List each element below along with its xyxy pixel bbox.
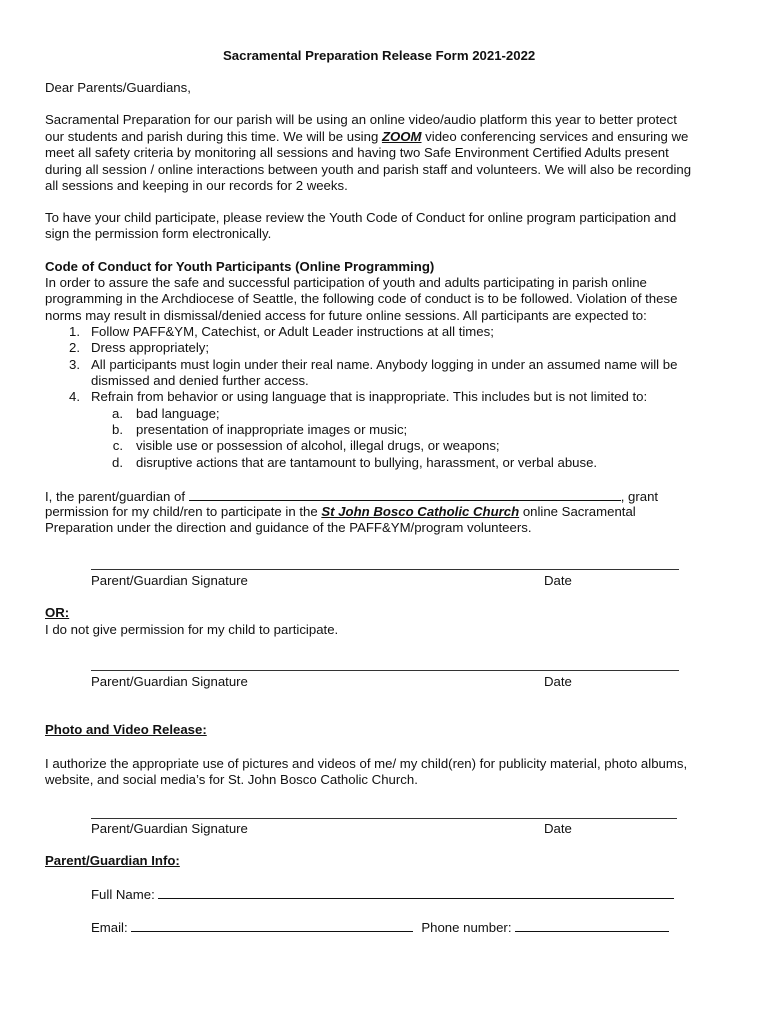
date-label: Date — [544, 573, 572, 588]
list-item: Dress appropriately; — [91, 340, 210, 355]
sublist-item: disruptive actions that are tantamount to bullying, harassment, or verbal abuse. — [136, 455, 598, 470]
contact-row: Email: Phone number: — [91, 919, 669, 936]
signature-label: Parent/Guardian Signature — [91, 674, 248, 689]
child-name-field[interactable] — [189, 488, 621, 501]
sublist-letter: d. — [112, 455, 123, 470]
full-name-field[interactable] — [158, 886, 674, 899]
code-line-2: programming in the Archdiocese of Seattle, the following code of conduct is to be followed. Violation of these — [45, 291, 678, 306]
list-item-number: 1. — [69, 324, 80, 339]
intro-line-3: meet all safety criteria by monitoring all sessions and having two Safe Environment Certified Adults present — [45, 145, 669, 160]
code-line-1: In order to assure the safe and successful participation of youth and adults participating in parish online — [45, 275, 647, 290]
photo-release-line-1: I authorize the appropriate use of pictures and videos of me/ my child(ren) for publicity material, photo albums, — [45, 756, 688, 771]
date-label: Date — [544, 821, 572, 836]
list-item: Follow PAFF&YM, Catechist, or Adult Leader instructions at all times; — [91, 324, 494, 339]
review-line-1: To have your child participate, please review the Youth Code of Conduct for online program participation and — [45, 210, 677, 225]
sublist-letter: b. — [112, 422, 123, 437]
list-item-number: 2. — [69, 340, 80, 355]
church-name: St John Bosco Catholic Church — [321, 504, 520, 519]
intro-line-5: all sessions and keeping in our records for 2 weeks. — [45, 178, 348, 193]
list-item-number: 3. — [69, 357, 80, 372]
sublist-letter: a. — [112, 406, 123, 421]
list-item: All participants must login under their real name. Anybody logging in under an assumed name will be — [91, 357, 678, 372]
photo-release-heading: Photo and Video Release: — [45, 722, 207, 737]
sublist-item: bad language; — [136, 406, 220, 421]
intro-line-2: our students and parish during this time. We will be using ZOOM video conferencing services and ensuring we — [45, 129, 689, 144]
signature-label: Parent/Guardian Signature — [91, 821, 248, 836]
signature-line[interactable] — [91, 569, 679, 570]
greeting: Dear Parents/Guardians, — [45, 80, 191, 95]
permission-line-3: Preparation under the direction and guidance of the PAFF&YM/program volunteers. — [45, 520, 532, 535]
email-field[interactable] — [131, 919, 413, 932]
list-item-number: 4. — [69, 389, 80, 404]
list-item-continuation: dismissed and denied further access. — [91, 373, 309, 388]
intro-line-4: during all session / online interactions between youth and parish staff and volunteers. We will also be recording — [45, 162, 692, 177]
code-heading: Code of Conduct for Youth Participants (Online Programming) — [45, 259, 435, 274]
list-item: Refrain from behavior or using language that is inappropriate. This includes but is not limited to: — [91, 389, 648, 404]
sublist-letter: c. — [112, 438, 123, 453]
code-line-3: norms may result in dismissal/denied access for future online sessions. All participants are expected to: — [45, 308, 647, 323]
parent-info-heading: Parent/Guardian Info: — [45, 853, 180, 868]
photo-release-line-2: website, and social media’s for St. John Bosco Catholic Church. — [45, 772, 418, 787]
phone-field[interactable] — [515, 919, 669, 932]
review-line-2: sign the permission form electronically. — [45, 226, 272, 241]
sublist-item: visible use or possession of alcohol, illegal drugs, or weapons; — [136, 438, 500, 453]
form-title: Sacramental Preparation Release Form 2021-2022 — [223, 48, 536, 63]
signature-line[interactable] — [91, 818, 677, 819]
or-heading: OR: — [45, 605, 70, 620]
signature-label: Parent/Guardian Signature — [91, 573, 248, 588]
full-name-row: Full Name: — [91, 886, 674, 903]
sublist-item: presentation of inappropriate images or music; — [136, 422, 408, 437]
decline-text: I do not give permission for my child to participate. — [45, 622, 339, 637]
zoom-link[interactable]: ZOOM — [381, 129, 422, 144]
permission-line-1: I, the parent/guardian of , grant — [45, 489, 659, 504]
intro-line-1: Sacramental Preparation for our parish will be using an online video/audio platform this year to better protect — [45, 112, 677, 127]
signature-line[interactable] — [91, 670, 679, 671]
date-label: Date — [544, 674, 572, 689]
permission-line-2: permission for my child/ren to participate in the St John Bosco Catholic Church online Sacramental — [45, 504, 636, 519]
